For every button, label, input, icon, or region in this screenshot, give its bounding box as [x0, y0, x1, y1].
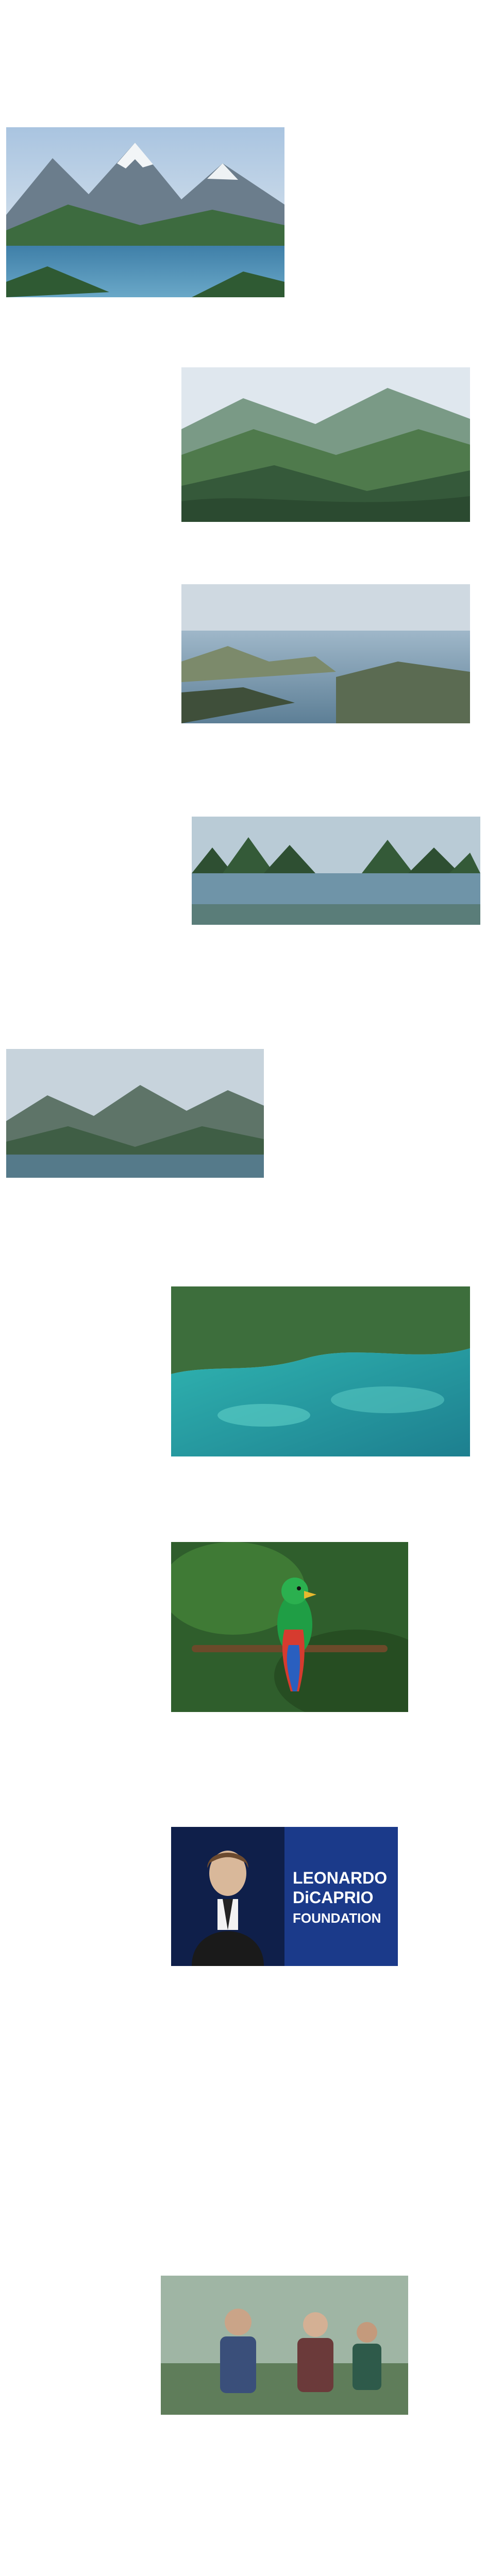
text-line — [6, 805, 497, 812]
text-line — [6, 23, 497, 30]
text-line — [6, 2071, 497, 2078]
text-line — [6, 2040, 497, 2047]
text-line — [6, 1792, 497, 1800]
text-line — [6, 782, 497, 789]
lake-grove-photo — [192, 817, 480, 925]
text-line — [6, 2225, 497, 2233]
text-line — [6, 774, 497, 782]
text-line — [6, 2001, 497, 2009]
text-line — [6, 2194, 497, 2202]
text-line — [6, 1769, 497, 1776]
text-line — [6, 751, 497, 758]
text-line — [6, 2047, 497, 2055]
text-line — [6, 2496, 497, 2504]
text-line — [6, 789, 497, 797]
text-line — [6, 317, 497, 325]
text-line — [6, 1213, 497, 1221]
text-line — [6, 1986, 497, 1993]
text-line — [6, 534, 497, 541]
text-line — [6, 2458, 497, 2465]
text-line — [6, 100, 497, 108]
text-line — [6, 1484, 497, 1492]
text-line — [6, 983, 497, 991]
text-line — [6, 1476, 497, 1484]
text-line — [6, 1530, 497, 1538]
text-line — [6, 15, 497, 23]
text-line — [6, 46, 497, 54]
text-line — [6, 2179, 497, 2187]
text-line — [6, 1776, 497, 1784]
text-line — [6, 735, 497, 743]
text-line — [6, 2233, 497, 2241]
text-line — [6, 1014, 497, 1022]
text-line — [6, 38, 497, 46]
text-line — [6, 1037, 497, 1045]
text-line — [6, 1267, 497, 1275]
text-line — [6, 309, 497, 317]
text-line — [6, 2055, 497, 2063]
text-line — [6, 2163, 497, 2171]
text-line — [6, 2473, 497, 2481]
text-line — [6, 2442, 497, 2450]
text-line — [6, 1205, 497, 1213]
foundation-paragraph — [6, 1970, 497, 2272]
text-line — [6, 332, 497, 340]
text-line — [6, 797, 497, 805]
turquoise-water-photo — [171, 1286, 470, 1456]
text-line — [6, 348, 497, 355]
text-line — [6, 2016, 497, 2024]
text-line — [6, 1716, 497, 1724]
text-line — [6, 758, 497, 766]
text-line — [6, 1006, 497, 1014]
text-line — [6, 968, 497, 975]
text-line — [6, 1468, 497, 1476]
text-line — [6, 301, 497, 309]
text-line — [6, 998, 497, 1006]
text-line — [6, 1522, 497, 1530]
poster-logo-line: LEONARDO — [293, 1869, 388, 1887]
text-line — [6, 1275, 497, 1282]
text-line — [6, 2148, 497, 2156]
text-line — [6, 2248, 497, 2256]
text-line — [6, 944, 497, 952]
text-line — [6, 2241, 497, 2248]
text-line — [6, 960, 497, 968]
text-line — [6, 1029, 497, 1037]
forest-valley-photo — [181, 367, 470, 522]
text-line — [6, 2187, 497, 2194]
people-photo — [161, 2276, 408, 2415]
text-line — [6, 1228, 497, 1236]
text-line — [6, 77, 497, 84]
text-line — [6, 2032, 497, 2040]
text-line — [6, 541, 497, 549]
text-line — [6, 1970, 497, 1978]
text-line — [6, 2063, 497, 2071]
text-line — [6, 1732, 497, 1739]
text-line — [6, 1022, 497, 1029]
text-line — [6, 1515, 497, 1522]
text-line — [6, 2450, 497, 2458]
text-line — [6, 1507, 497, 1515]
text-line — [6, 572, 497, 580]
text-line — [6, 2256, 497, 2264]
text-line — [6, 84, 497, 92]
text-line — [6, 1724, 497, 1732]
text-line — [6, 1492, 497, 1499]
text-line — [6, 2465, 497, 2473]
text-line — [6, 2427, 497, 2434]
task8-intro — [6, 1751, 497, 1823]
text-line — [6, 2519, 497, 2527]
text-line — [6, 2102, 497, 2109]
text-line — [6, 1807, 497, 1815]
text-line — [6, 2140, 497, 2148]
text-line — [6, 1259, 497, 1267]
park-paragraph — [6, 727, 497, 812]
text-line — [6, 2419, 497, 2427]
text-line — [6, 2009, 497, 2016]
text-line — [6, 1499, 497, 1507]
text-line — [6, 1244, 497, 1251]
text-line — [6, 549, 497, 557]
closing-paragraph — [6, 2419, 497, 2535]
text-line — [6, 108, 497, 115]
text-line — [6, 1784, 497, 1792]
text-line — [6, 526, 497, 534]
text-line — [6, 2094, 497, 2102]
text-line — [6, 2504, 497, 2512]
text-line — [6, 2488, 497, 2496]
text-line — [6, 1739, 497, 1747]
text-line — [6, 975, 497, 983]
text-line — [6, 1197, 497, 1205]
text-line — [6, 2527, 497, 2535]
text-line — [6, 2156, 497, 2163]
text-line — [6, 340, 497, 348]
text-line — [6, 1800, 497, 1807]
text-line — [6, 952, 497, 960]
text-line — [6, 2117, 497, 2125]
text-line — [6, 1221, 497, 1228]
text-line — [6, 557, 497, 565]
text-line — [6, 2434, 497, 2442]
text-line — [6, 2125, 497, 2132]
text-line — [6, 92, 497, 100]
text-line — [6, 991, 497, 998]
text-line — [6, 5, 497, 13]
park-paragraph — [6, 1461, 497, 1538]
text-line — [6, 2024, 497, 2032]
text-line — [6, 1993, 497, 2001]
text-line — [6, 1251, 497, 1259]
text-line — [6, 1978, 497, 1986]
text-line — [6, 30, 497, 38]
text-line — [6, 727, 497, 735]
text-line — [6, 1182, 497, 1190]
text-line — [6, 2078, 497, 2086]
park-paragraph — [6, 526, 497, 580]
text-line — [6, 1815, 497, 1823]
parrot-photo — [171, 1542, 408, 1712]
text-line — [6, 69, 497, 77]
text-line — [6, 2264, 497, 2272]
intro-paragraph — [6, 5, 497, 123]
foundation-poster-photo — [171, 1827, 398, 1966]
park-paragraph — [6, 929, 497, 1045]
text-line — [6, 1751, 497, 1759]
text-line — [6, 1236, 497, 1244]
text-line — [6, 355, 497, 363]
poster-logo-line: FOUNDATION — [293, 1910, 381, 1926]
text-line — [6, 937, 497, 944]
text-line — [6, 2210, 497, 2217]
text-line — [6, 1461, 497, 1468]
coastline-photo — [181, 584, 470, 723]
poster-logo-line: DiCAPRIO — [293, 1888, 374, 1907]
text-line — [6, 2086, 497, 2094]
park-paragraph — [6, 301, 497, 363]
text-line — [6, 565, 497, 572]
text-line — [6, 2132, 497, 2140]
mountain-landscape-photo — [6, 127, 284, 297]
conclusion-paragraph — [6, 1716, 497, 1747]
text-line — [6, 2481, 497, 2488]
text-line — [6, 1759, 497, 1767]
text-line — [6, 743, 497, 751]
text-line — [6, 325, 497, 332]
text-line — [6, 1190, 497, 1197]
text-line — [6, 54, 497, 61]
text-line — [6, 61, 497, 69]
text-line — [6, 929, 497, 937]
text-line — [6, 2202, 497, 2210]
text-line — [6, 2512, 497, 2519]
text-line — [6, 2109, 497, 2117]
park-paragraph — [6, 1182, 497, 1282]
text-line — [6, 766, 497, 774]
text-line — [6, 2217, 497, 2225]
text-line — [6, 2171, 497, 2179]
text-line — [6, 115, 497, 123]
mountain-landscape-photo — [6, 1049, 264, 1178]
